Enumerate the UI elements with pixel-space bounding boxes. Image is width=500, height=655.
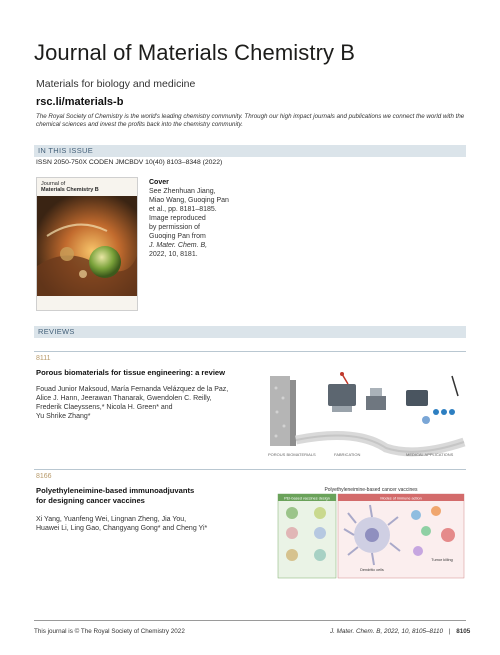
porous-block <box>270 376 290 446</box>
reviews-label: REVIEWS <box>38 327 75 336</box>
article-page-number: 8111 <box>36 355 51 362</box>
figure-tumor-label: Tumor killing <box>431 558 453 562</box>
figure-cells-label: Dendritic cells <box>360 568 384 572</box>
footer-page-number: 8105 <box>456 628 471 635</box>
figure-label: POROUS BIOMATERIALS <box>268 452 316 457</box>
article-divider <box>34 351 466 352</box>
article-authors: Fouad Junior Maksoud, María Fernanda Velázquez de la Paz, Alice J. Hann, Jeerawan Thanarak, Gwendolen C. Reilly, Frederik Claeyssens,* Nicola H. Green* and Yu Shrike Zhang* <box>36 386 229 420</box>
scaffold-icon <box>366 388 386 410</box>
cover-image[interactable] <box>36 177 138 311</box>
cover-mini-title: Journal of Materials Chemistry B <box>41 181 99 193</box>
article-page-number: 8166 <box>36 473 52 480</box>
article-graphical-abstract[interactable] <box>266 368 466 460</box>
article-authors: Xi Yang, Yuanfeng Wei, Lingnan Zheng, Jia You, Huawei Li, Ling Gao, Changyang Gong* and Cheng Yi* <box>36 516 208 532</box>
article-title[interactable]: Porous biomaterials for tissue engineering: a review <box>36 368 226 377</box>
figure-right-header: Modes of immune action <box>380 496 422 501</box>
medical-devices-icon <box>406 376 458 424</box>
journal-link[interactable]: rsc.li/materials-b <box>36 96 124 108</box>
in-this-issue-label: IN THIS ISSUE <box>38 146 94 155</box>
reviews-bar <box>34 326 466 338</box>
footer-copyright: This journal is © The Royal Society of Chemistry 2022 <box>34 628 185 635</box>
figure-title: Polyethyleneimine-based cancer vaccines <box>324 487 418 493</box>
figure-left-panel <box>278 494 336 578</box>
printer-icon <box>328 372 356 412</box>
cover-artwork <box>37 196 137 296</box>
figure-left-header: PEI-based vaccines design <box>284 496 330 501</box>
figure-label: FABRICATION <box>334 452 361 457</box>
in-this-issue-bar <box>34 145 466 157</box>
article-graphical-abstract[interactable] <box>276 485 466 580</box>
footer-divider <box>34 620 466 621</box>
journal-title: Journal of Materials Chemistry B <box>34 40 356 65</box>
issn-line: ISSN 2050-750X CODEN JMCBDV 10(40) 8103–8348 (2022) <box>36 159 223 166</box>
article-divider <box>34 469 466 470</box>
journal-intro: The Royal Society of Chemistry is the world's leading chemistry community. Through our high impact journals and publications we connect the world with the chemical sciences and invest the profits back into the chemistry community. <box>36 113 465 128</box>
article-title[interactable]: Polyethyleneimine-based immunoadjuvants for designing cancer vaccines <box>36 486 195 505</box>
journal-subtitle: Materials for biology and medicine <box>36 78 196 90</box>
figure-label: MEDICAL APPLICATIONS <box>406 452 454 457</box>
footer-citation: J. Mater. Chem. B, 2022, 10, 8105–8110 <box>330 628 444 635</box>
footer-citation-block: J. Mater. Chem. B, 2022, 10, 8105–8110 | 8105 <box>330 628 471 635</box>
cover-description: Cover See Zhenhuan Jiang, Miao Wang, Guoqing Pan et al., pp. 8181–8185. Image reproduced by permission of Guoqing Pan from J. Mater. Chem. B, 2022, 10, 8181. <box>149 179 229 258</box>
